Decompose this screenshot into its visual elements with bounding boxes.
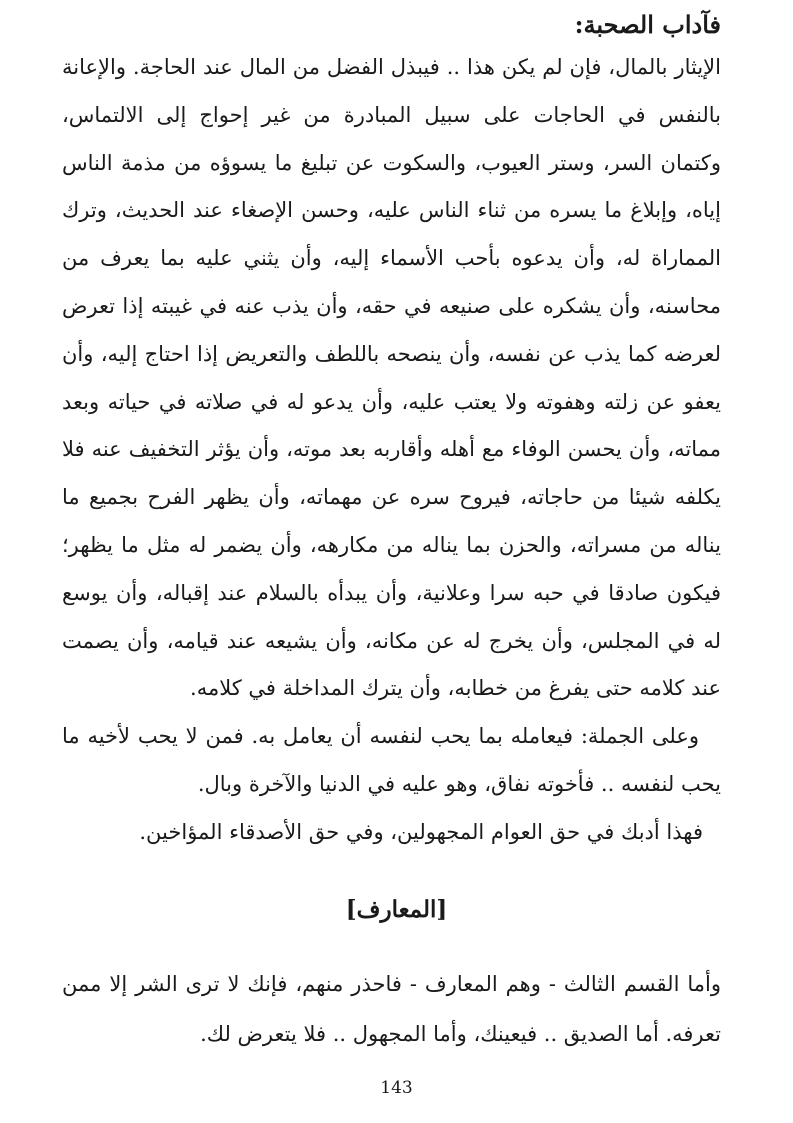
- section-title: [المعارف]: [345, 896, 448, 923]
- section-paragraph: وأما القسم الثالث - وهم المعارف - فاحذر منهم، فإنك لا ترى الشر إلا ممن تعرفه. أما الصديق .. فيعينك، وأما المجهول .. فلا يتعرض لك.: [62, 972, 721, 1046]
- page-number: 143: [380, 1078, 413, 1098]
- paragraph-conclusion: فهذا أدبك في حق العوام المجهولين، وفي حق الأصدقاء المؤاخين.: [139, 819, 703, 844]
- paragraph-summary: وعلى الجملة: فيعامله بما يحب لنفسه أن يعامل به. فمن لا يحب لأخيه ما يحب لنفسه .. فأخوته نفاق، وهو عليه في الدنيا والآخرة وبال.: [62, 724, 721, 796]
- paragraph-companionship-etiquette: الإيثار بالمال، فإن لم يكن هذا .. فيبذل الفضل من المال عند الحاجة. والإعانة بالنفس في الحاجات على سبيل المبادرة من غير إحواج إلى الالتماس، وكتمان السر، وستر العيوب، والسكوت عن تبليغ ما يسوؤه من مذمة الناس إياه، وإبلاغ ما يسره من ثناء الناس عليه، وحسن الإصغاء عند الحديث، وترك المماراة له، وأن يدعوه بأحب الأسماء إليه، وأن يثني عليه بما يعرف من محاسنه، وأن يشكره على صنيعه في حقه، وأن يذب عنه في غيبته إذا تعرض لعرضه كما يذب عن نفسه، وأن ينصحه باللطف والتعريض إذا احتاج إليه، وأن يعفو عن زلته وهفوته ولا يعتب عليه، وأن يدعو له في صلاته في حياته وبعد مماته، وأن يحسن الوفاء مع أهله وأقاربه بعد موته، وأن يؤثر التخفيف عنه فلا يكلفه شيئا من حاجاته، فيروح سره عن مهماته، وأن يظهر الفرح بجميع ما يناله من مسراته، والحزن بما يناله من مكارهه، وأن يضمر له مثل ما يظهر؛ فيكون صادقا في حبه سرا وعلانية، وأن يبدأه بالسلام عند إقباله، وأن يوسع له في المجلس، وأن يخرج له عن مكانه، وأن يشيعه عند قيامه، وأن يصمت عند كلامه حتى يفرغ من خطابه، وأن يترك المداخلة في كلامه.: [62, 55, 721, 701]
- page-heading: فآداب الصحبة:: [574, 10, 721, 39]
- main-text: [62, 44, 721, 857]
